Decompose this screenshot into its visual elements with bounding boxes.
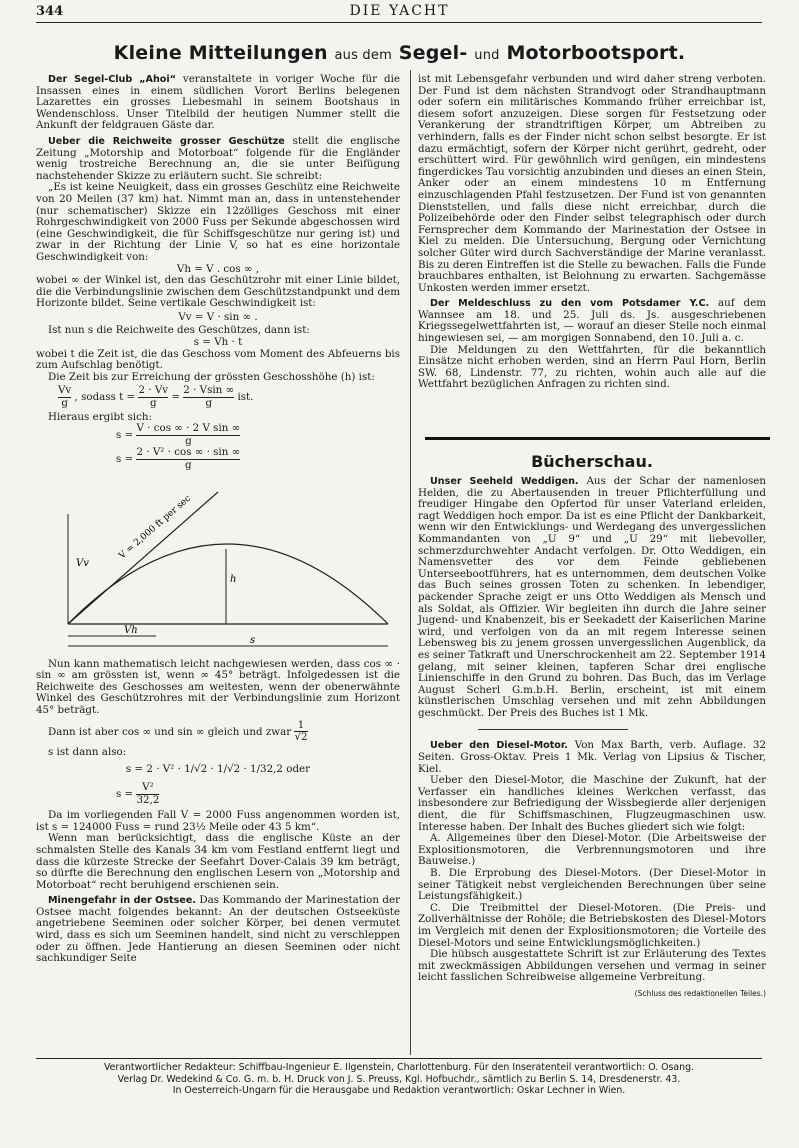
formula-t bbox=[58, 385, 400, 409]
formula-vv: Vv = V · sin ∞ . bbox=[178, 310, 258, 323]
label-v: V = 2,000 ft per sec bbox=[117, 493, 193, 561]
imprint-line: Verlag Dr. Wedekind & Co. G. m. b. H. Druck von J. S. Preuss, Kgl. Hofbuchdr., sämtlich zu Berlin S. 14, Dresdenerstr. 43. bbox=[117, 1073, 681, 1085]
paragraph: Hieraus ergibt sich: bbox=[48, 410, 152, 423]
paragraph: wobei ∞ der Winkel ist, den das Geschützrohr mit einer Linie bildet, die die Verbindungslinie zwischen dem Geschützstandpunkt und dem Horizonte bildet. Seine vertikale Geschwindigkeit ist: bbox=[36, 274, 400, 310]
imprint-line: In Oesterreich-Ungarn für die Herausgabe und Redaktion verantwortlich: Oskar Lechner in Wien. bbox=[172, 1085, 626, 1096]
denominator: 32,2 bbox=[136, 793, 160, 806]
article-reichweite bbox=[36, 136, 400, 182]
books-title: Bücherschau. bbox=[531, 452, 653, 471]
article-heading: Der Meldeschluss zu den vom Potsdamer Y.C. bbox=[430, 298, 710, 310]
paragraph: ist mit Lebensgefahr verbunden und wird daher streng verboten. Der Fund ist dem nächsten Strandvogt oder Strandhauptmann oder sofern ein militärisches Kommando früher erreichbar ist, diesem sofort anzuzeigen. Diese sorgen für Festsetzung oder Verankerung der strandtriftigen Körper, um Abtreiben zu verhindern, falls es der Finder nicht schon selbst besorgte. Er ist dazu ermächtigt, sofern der Körper nicht gerührt, gedreht, oder erschüttert wird. Für gewöhnlich wird genügen, ein mindestens fingerdickes Tau vorsichtig anzubinden und dieses an einen Stein, Anker oder an einem mindestens 10 m Entfernung einzuschlagenden Pfahl festzusetzen. Der Fund ist von genannten Dienststellen, und falls diese nicht erreichbar, durch die Polizeibehörde oder den Finder selbst telegraphisch oder durch Fernsprecher dem Kommando der Marinestation der Ostsee in Kiel zu melden. Die Untersuchung, Bergung oder Vernichtung solcher Güter wird durch Sachverständige der Marine veranlasst. Bis zu deren Eintreffen ist die Stelle zu bewachen. Falls die Funde brauchbares enthalten, ist Belohnung zu erwarten. Sachgemässe Unkosten werden immer ersetzt. bbox=[418, 73, 766, 294]
formula-cos bbox=[48, 720, 400, 744]
paragraph: wobei t die Zeit ist, die das Geschoss vom Moment des Abfeuerns bis zum Aufschlag benötigt. bbox=[36, 347, 400, 372]
column-divider bbox=[410, 70, 411, 1055]
numerator: V² bbox=[136, 782, 159, 795]
article-text: Das Kommando der Marinestation der Ostsee macht folgendes bekannt: An der deutschen Ostseeküste angetriebene Seeminen oder solcher Körper, bei denen vermutet wird, dass es sich um Seeminen handelt, sind nicht zu verschleppen oder zu öffnen. Jede Hantierung an diesen Seeminen oder nicht sachkundiger Seite bbox=[36, 894, 400, 965]
fraction bbox=[136, 423, 240, 447]
numerator: 1 bbox=[294, 720, 307, 733]
article-heading: Ueber die Reichweite grosser Geschütze bbox=[48, 135, 285, 147]
review-heading: Unser Seeheld Weddigen. bbox=[430, 476, 579, 487]
review-divider bbox=[478, 729, 628, 730]
numerator: 2 · V² · cos ∞ · sin ∞ bbox=[136, 446, 241, 459]
numerator: Vv bbox=[58, 384, 72, 397]
paragraph: Die hübsch ausgestattete Schrift ist zur Erläuterung des Textes mit zweckmässigen Abbildungen versehen und vermag in seiner leicht fasslichen Schreibweise allgemeine Verbreitung. bbox=[418, 948, 766, 984]
formula-s2 bbox=[116, 447, 400, 471]
denominator: √2 bbox=[294, 731, 308, 744]
article-text: veranstaltete in voriger Woche für die Insassen eines in einem südlichen Vorort Berlins belegenen Lazarettes ein grosses Liebesmahl in seinem Bootshaus in Wendenschloss. Unser Titelbild der heutigen Nummer stellt die Ankunft der feldgrauen Gäste dar. bbox=[36, 73, 400, 132]
journal-title: DIE YACHT bbox=[349, 3, 450, 19]
books-column bbox=[418, 476, 766, 1000]
formula-text: s = bbox=[116, 429, 134, 442]
imprint-line: Verantwortlicher Redakteur: Schiffbau-Ingenieur E. Ilgenstein, Charlottenburg. Für den Inseratenteil verantwortlich: O. Osang. bbox=[103, 1062, 695, 1073]
formula-text: Dann ist aber cos ∞ und sin ∞ gleich und zwar bbox=[48, 725, 292, 738]
label-h: h bbox=[230, 573, 237, 585]
article-text: auf dem Wannsee am 18. und 25. Juli ds. Js. ausgeschriebenen Kriegssegelwettfahrten ist, — worauf an dieser Stelle noch einmal hingewiesen sei, — am morgigen Sonnabend, den 10. Juli a. c. bbox=[418, 297, 766, 345]
end-note: (Schluss des redaktionellen Teiles.) bbox=[634, 988, 766, 998]
denominator: g bbox=[185, 434, 192, 447]
article-meldeschluss bbox=[418, 298, 766, 344]
paragraph: B. Die Erprobung des Diesel-Motors. (Der Diesel-Motor in seiner Tätigkeit nebst vergleichenden Berechnungen über seine Leistungsfähigkeit.) bbox=[418, 867, 766, 903]
fraction bbox=[136, 447, 240, 471]
section-title bbox=[0, 42, 799, 64]
formula-text: = bbox=[171, 391, 181, 404]
review-text: Aus der Schar der namenlosen Helden, die zu Abertausenden in treuer Pflichterfüllung und freudiger Hingabe den Opfertod für unser Vaterland erleiden, ragt Weddigen hoch empor. Da ist es eine Pflicht der Dankbarkeit, wenn wir den Entwicklungs- und Werdegang des unvergesslichen Kommandanten von „U 9“ und „U 29“ mit liebevoller, schmerzdurchwehter Andacht verfolgen. Dr. Otto Weddigen, ein Namensvetter des vor dem Feinde gebliebenen Unterseebootführers, hat es unternommen, dem deutschen Volke das Buch seines grossen Toten zu schenken. In lebendiger, packender Sprache zeigt er uns Otto Weddigen als Mensch und als Soldat, als Offizier. Wir begleiten ihn durch die Jahre seiner Jugend- und Knabenzeit, bis er Seekadett der Kaiserlichen Marine wird, und verfolgen von da an mit regem Interesse seinen Lebensweg bis zu jenem grossen unvergesslichen Augenblick, da es seiner Tatkraft und Unerschrockenheit am 22. September 1914 gelang, mit seiner kleinen, tapferen Schar drei englische Linienschiffe in den Grund zu bohren. Das Buch, das im Verlage August Scherl G.m.b.H. Berlin, erscheint, ist mit einem künstlerischen Umschlag versehen und mit zehn Abbildungen geschmückt. Der Preis des Buches ist 1 Mk. bbox=[418, 475, 766, 719]
paragraph: Da im vorliegenden Fall V = 2000 Fuss angenommen worden ist, ist s = 124000 Fuss = rund 23½ Meile oder 43 5 km“. bbox=[36, 809, 400, 833]
section-rule bbox=[425, 437, 770, 440]
header-rule bbox=[36, 22, 762, 23]
fraction bbox=[136, 782, 159, 806]
numerator: 2 · Vv bbox=[138, 384, 169, 397]
review-diesel bbox=[418, 740, 766, 775]
formula-s4 bbox=[116, 782, 400, 806]
formula-text: s = bbox=[116, 788, 134, 801]
paragraph: Die Zeit bis zur Erreichung der grössten Geschosshöhe (h) ist: bbox=[48, 370, 375, 383]
formula-s: s = Vh · t bbox=[193, 336, 243, 349]
article-heading: Minengefahr in der Ostsee. bbox=[48, 895, 196, 907]
paragraph: s ist dann also: bbox=[48, 745, 127, 758]
label-vv: Vv bbox=[76, 557, 89, 569]
paragraph: A. Allgemeines über den Diesel-Motor. (Die Arbeitsweise der Explositionsmotoren, die Verbrennungsmotoren und ihre Bauweise.) bbox=[418, 832, 766, 868]
fraction bbox=[138, 385, 168, 409]
title-part-4: und bbox=[474, 48, 500, 63]
denominator: g bbox=[61, 397, 68, 410]
paragraph: Nun kann mathematisch leicht nachgewiesen werden, dass cos ∞ · sin ∞ am grössten ist, wenn ∞ 45° beträgt. Infolgedessen ist die Reichweite des Geschosses am weitesten, wenn der obenerwähnte Winkel des Geschützrohres mit der Verbindungslinie zum Horizont 45° beträgt. bbox=[36, 657, 400, 716]
formula-vh: Vh = V . cos ∞ , bbox=[176, 262, 260, 275]
paragraph: Ist nun s die Reichweite des Geschützes, dann ist: bbox=[48, 324, 310, 337]
article-segel-club bbox=[36, 74, 400, 132]
title-part-3: Segel- bbox=[398, 42, 468, 64]
fraction bbox=[294, 720, 307, 744]
formula-text: ist. bbox=[237, 391, 254, 404]
label-s: s bbox=[250, 634, 256, 646]
title-part-1: Kleine Mitteilungen bbox=[113, 42, 328, 64]
paragraph: „Es ist keine Neuigkeit, dass ein grosses Geschütz eine Reichweite von 20 Meilen (37 km) hat. Nimmt man an, dass in untenstehender (nur schematischer) Skizze ein 12zölliges Geschoss mit einer Rohrgeschwindigkeit von 2000 Fuss per Sekunde abgeschossen wird (eine Geschwindigkeit, die für Schiffsgeschütze nur gering ist) und zwar in der Richtung der Linie V, so hat es eine horizontale Geschwindigkeit von: bbox=[36, 181, 400, 263]
denominator: g bbox=[149, 397, 157, 410]
article-heading: Der Segel-Club „Ahoi“ bbox=[48, 74, 176, 85]
formula-text: s = bbox=[116, 453, 134, 466]
title-part-5: Motorbootsport. bbox=[506, 42, 686, 64]
paragraph: C. Die Treibmittel der Diesel-Motoren. (Die Preis- und Zollverhältnisse der Rohöle; die Betriebskosten des Diesel-Motors im Vergleich mit denen der Explositionsmotoren; die Vorteile des Diesel-Motors und seine Entwicklungsmöglichkeiten.) bbox=[418, 901, 766, 949]
denominator: g bbox=[205, 397, 213, 410]
formula-s1 bbox=[116, 423, 400, 447]
paragraph: Ueber den Diesel-Motor, die Maschine der Zukunft, hat der Verfasser ein handliches kleines Werkchen verfasst, das insbesondere zur Befriedigung der Wissbegierde aller derjenigen dient, die für Schiffsmaschinen, Flugzeugmaschinen usw. Interesse haben. Der Inhalt des Buches gliedert sich wie folgt: bbox=[418, 774, 766, 833]
page-number: 344 bbox=[36, 4, 64, 19]
numerator: V · cos ∞ · 2 V sin ∞ bbox=[136, 422, 241, 435]
trajectory-figure bbox=[36, 474, 400, 659]
trajectory-curve bbox=[68, 544, 388, 624]
footer-rule bbox=[36, 1058, 762, 1059]
paragraph: Die Meldungen zu den Wettfahrten, für die bekanntlich Einsätze nicht erhoben werden, sind an Herrn Paul Horn, Berlin SW. 68, Lindenstr. 77, zu richten, wohin auch alle auf die Wettfahrt bezüglichen Anfragen zu richten sind. bbox=[418, 343, 766, 391]
label-vh: Vh bbox=[124, 624, 138, 636]
article-minengefahr bbox=[36, 895, 400, 965]
right-column bbox=[418, 74, 766, 391]
denominator: g bbox=[185, 459, 192, 471]
fraction bbox=[58, 385, 71, 409]
article-text: stellt die englische Zeitung „Motorship and Motorboat“ folgende für die Engländer wenig trostreiche Berechnung an, die sie unter Beifügung nachstehender Skizze zu erläutern sucht. Sie schreibt: bbox=[36, 134, 400, 182]
numerator: 2 · Vsin ∞ bbox=[183, 384, 235, 397]
fraction bbox=[183, 385, 234, 409]
title-part-2: aus dem bbox=[334, 48, 392, 63]
formula-s3: s = 2 · V² · 1/√2 · 1/√2 · 1/32,2 oder bbox=[125, 763, 311, 776]
review-text: Von Max Barth, verb. Auflage. 32 Seiten. Gross-Oktav. Preis 1 Mk. Verlag von Lipsius & Tischer, Kiel. bbox=[418, 739, 766, 775]
imprint bbox=[36, 1062, 762, 1097]
review-weddigen bbox=[418, 476, 766, 719]
velocity-line bbox=[68, 492, 218, 624]
left-column bbox=[36, 74, 400, 965]
formula-text: , sodass t = bbox=[74, 391, 136, 404]
review-heading: Ueber den Diesel-Motor. bbox=[430, 740, 568, 752]
paragraph: Wenn man berücksichtigt, dass die englische Küste an der schmalsten Stelle des Kanals 34 km vom Festland entfernt liegt und dass die kürzeste Strecke der Seefahrt Dover-Calais 39 km beträgt, so dürfte die Berechnung den englischen Lesern von „Motorship and Motorboat“ recht beruhigend erschienen sein. bbox=[36, 832, 400, 891]
